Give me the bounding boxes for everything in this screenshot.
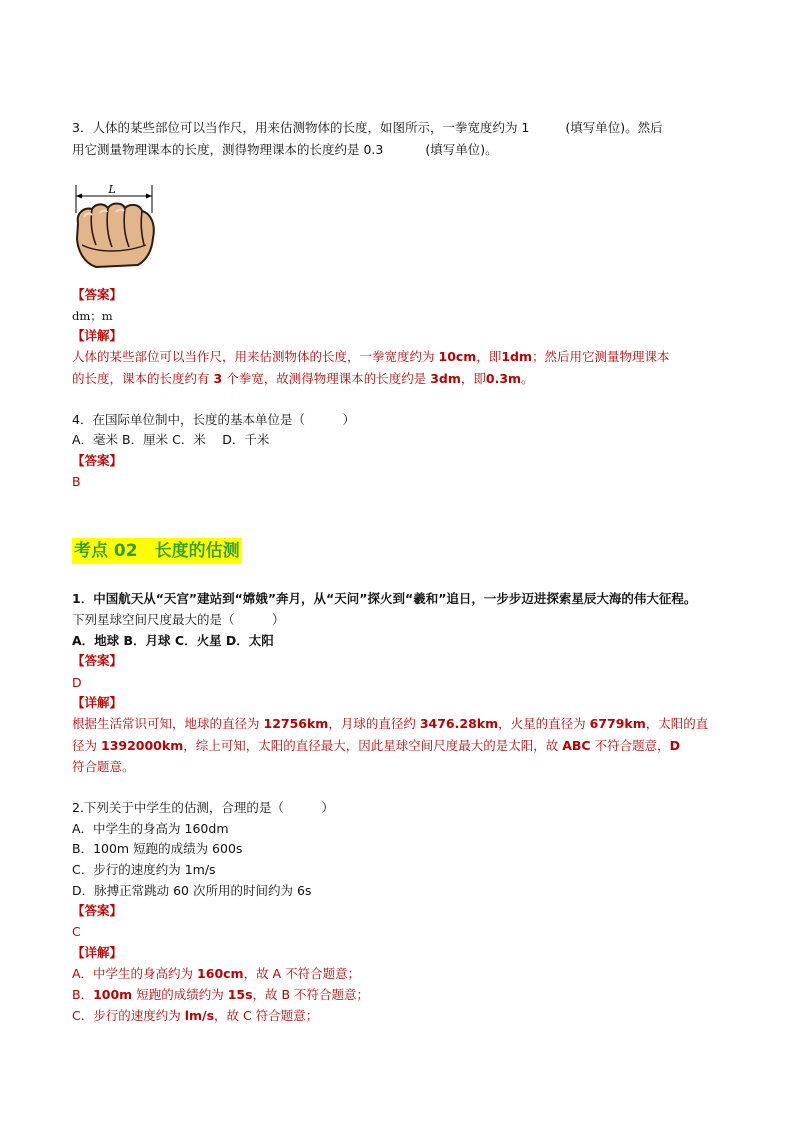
arrow-left-icon: [76, 194, 82, 199]
s1-detail-text: ，综上可知，太阳的直径最大，因此星球空间尺度最大的是太阳，故: [183, 738, 559, 753]
q3-detail-text: 。: [521, 371, 534, 386]
q3-line-1: [72, 119, 663, 137]
q3-detail-text: ；然后用它测量物理课本: [532, 349, 670, 364]
arrow-right-icon: [146, 194, 152, 199]
s1-answer: D: [72, 675, 82, 690]
s1-answer-tag: 【答案】: [72, 653, 123, 668]
fist-length-label: L: [108, 183, 116, 196]
s2-option-c: C．步行的速度约为 1m/s: [72, 862, 216, 877]
s1-value: 1392000km: [101, 738, 184, 753]
s1-detail-text: 根据生活常识可知，地球的直径为: [72, 716, 260, 731]
q3-detail-text: ，即: [476, 349, 502, 364]
q3-line-1-hint: (填写单位)。然后: [565, 120, 663, 135]
q3-answer: dm；m: [72, 309, 113, 323]
s2-detail-text: 短跑的成绩约为: [136, 987, 224, 1002]
q4-answer-tag: 【答案】: [72, 453, 123, 468]
s1-value: 6779km: [589, 716, 646, 731]
q3-detail-tag: 【详解】: [72, 328, 123, 343]
q3-detail-text: ，即: [460, 371, 486, 386]
s2-detail-tag: 【详解】: [72, 945, 123, 960]
s2-answer: C: [72, 924, 81, 939]
q4-stem: 4．在国际单位制中，长度的基本单位是（ ）: [72, 412, 355, 427]
s1-detail-line-3: 符合题意。: [72, 759, 135, 774]
q3-detail-text: 个拳宽，故测得物理课本的长度约是: [226, 371, 427, 386]
q3-detail-line-2: [72, 370, 534, 388]
s2-value: 100m: [93, 987, 133, 1002]
q3-value: 10cm: [438, 349, 477, 364]
q3-detail-text: 的长度，课本的长度约有: [72, 371, 210, 386]
s2-detail-text: A．中学生的身高约为: [72, 966, 194, 981]
q3-value: 0.3m: [485, 371, 522, 386]
s1-stem-line-1: 1．中国航天从“天宫”建站到“嫦娥”奔月，从“天问”探火到“羲和”追日，一步步迈进探索星辰大海的伟大征程。: [72, 591, 697, 606]
q3-answer-tag: 【答案】: [72, 287, 123, 302]
s2-detail-b: [72, 986, 369, 1004]
s2-value: lm/s: [184, 1008, 215, 1023]
s1-value: ABC: [562, 738, 591, 753]
s1-value: 3476.28km: [419, 716, 499, 731]
s1-detail-line-1: [72, 715, 708, 733]
s2-option-d: D．脉搏正常跳动 60 次所用的时间约为 6s: [72, 883, 312, 898]
s2-detail-text: ，故 A 不符合题意；: [243, 966, 361, 981]
s2-detail-a: [72, 965, 360, 983]
q3-line-1-text: 3．人体的某些部位可以当作尺，用来估测物体的长度，如图所示，一拳宽度约为 1: [72, 120, 530, 135]
q4-answer: B: [72, 474, 81, 489]
s1-detail-text: 径为: [72, 738, 98, 753]
s2-stem: 2.下列关于中学生的估测，合理的是（ ）: [72, 800, 334, 815]
q3-value: 3: [213, 371, 223, 386]
q3-line-2-text: 用它测量物理课本的长度，测得物理课本的长度约是 0.3: [72, 142, 384, 157]
q3-detail-text: 人体的某些部位可以当作尺，用来估测物体的长度，一拳宽度约为: [72, 349, 435, 364]
s1-detail-line-2: [72, 737, 680, 755]
s2-detail-c: [72, 1007, 318, 1025]
s2-detail-text: ，故 C 符合题意；: [214, 1008, 319, 1023]
q3-line-2: [72, 141, 498, 159]
s1-stem-line-2: 下列星球空间尺度最大的是（ ）: [72, 612, 285, 627]
s2-detail-text: ，故 B 不符合题意；: [252, 987, 370, 1002]
s2-value: 15s: [227, 987, 253, 1002]
q3-value: 3dm: [430, 371, 461, 386]
s1-options: A．地球 B．月球 C．火星 D．太阳: [72, 633, 274, 648]
s1-detail-text: 不符合题意，: [594, 738, 670, 753]
fist-icon: [77, 204, 154, 268]
q3-line-2-hint: (填写单位)。: [425, 142, 498, 157]
s1-value: 12756km: [263, 716, 329, 731]
section-heading: 考点 02 长度的估测: [72, 538, 242, 564]
s1-detail-text: ，火星的直径为: [498, 716, 586, 731]
s1-detail-tag: 【详解】: [72, 695, 123, 710]
s2-value: 160cm: [197, 966, 244, 981]
s2-option-b: B．100m 短跑的成绩为 600s: [72, 841, 243, 856]
s1-detail-text: ，月球的直径约: [328, 716, 416, 731]
s2-detail-text: B．: [72, 987, 94, 1002]
q3-value: 1dm: [501, 349, 533, 364]
s1-value: D: [669, 738, 681, 753]
s2-detail-text: C．步行的速度约为: [72, 1008, 181, 1023]
fist-measure-figure: [72, 183, 158, 273]
s2-answer-tag: 【答案】: [72, 903, 123, 918]
q3-detail-line-1: [72, 348, 670, 366]
s2-option-a: A．中学生的身高为 160dm: [72, 821, 229, 836]
s1-detail-text: ，太阳的直: [645, 716, 709, 731]
q4-options: A．毫米 B．厘米 C．米 D．千米: [72, 432, 270, 447]
